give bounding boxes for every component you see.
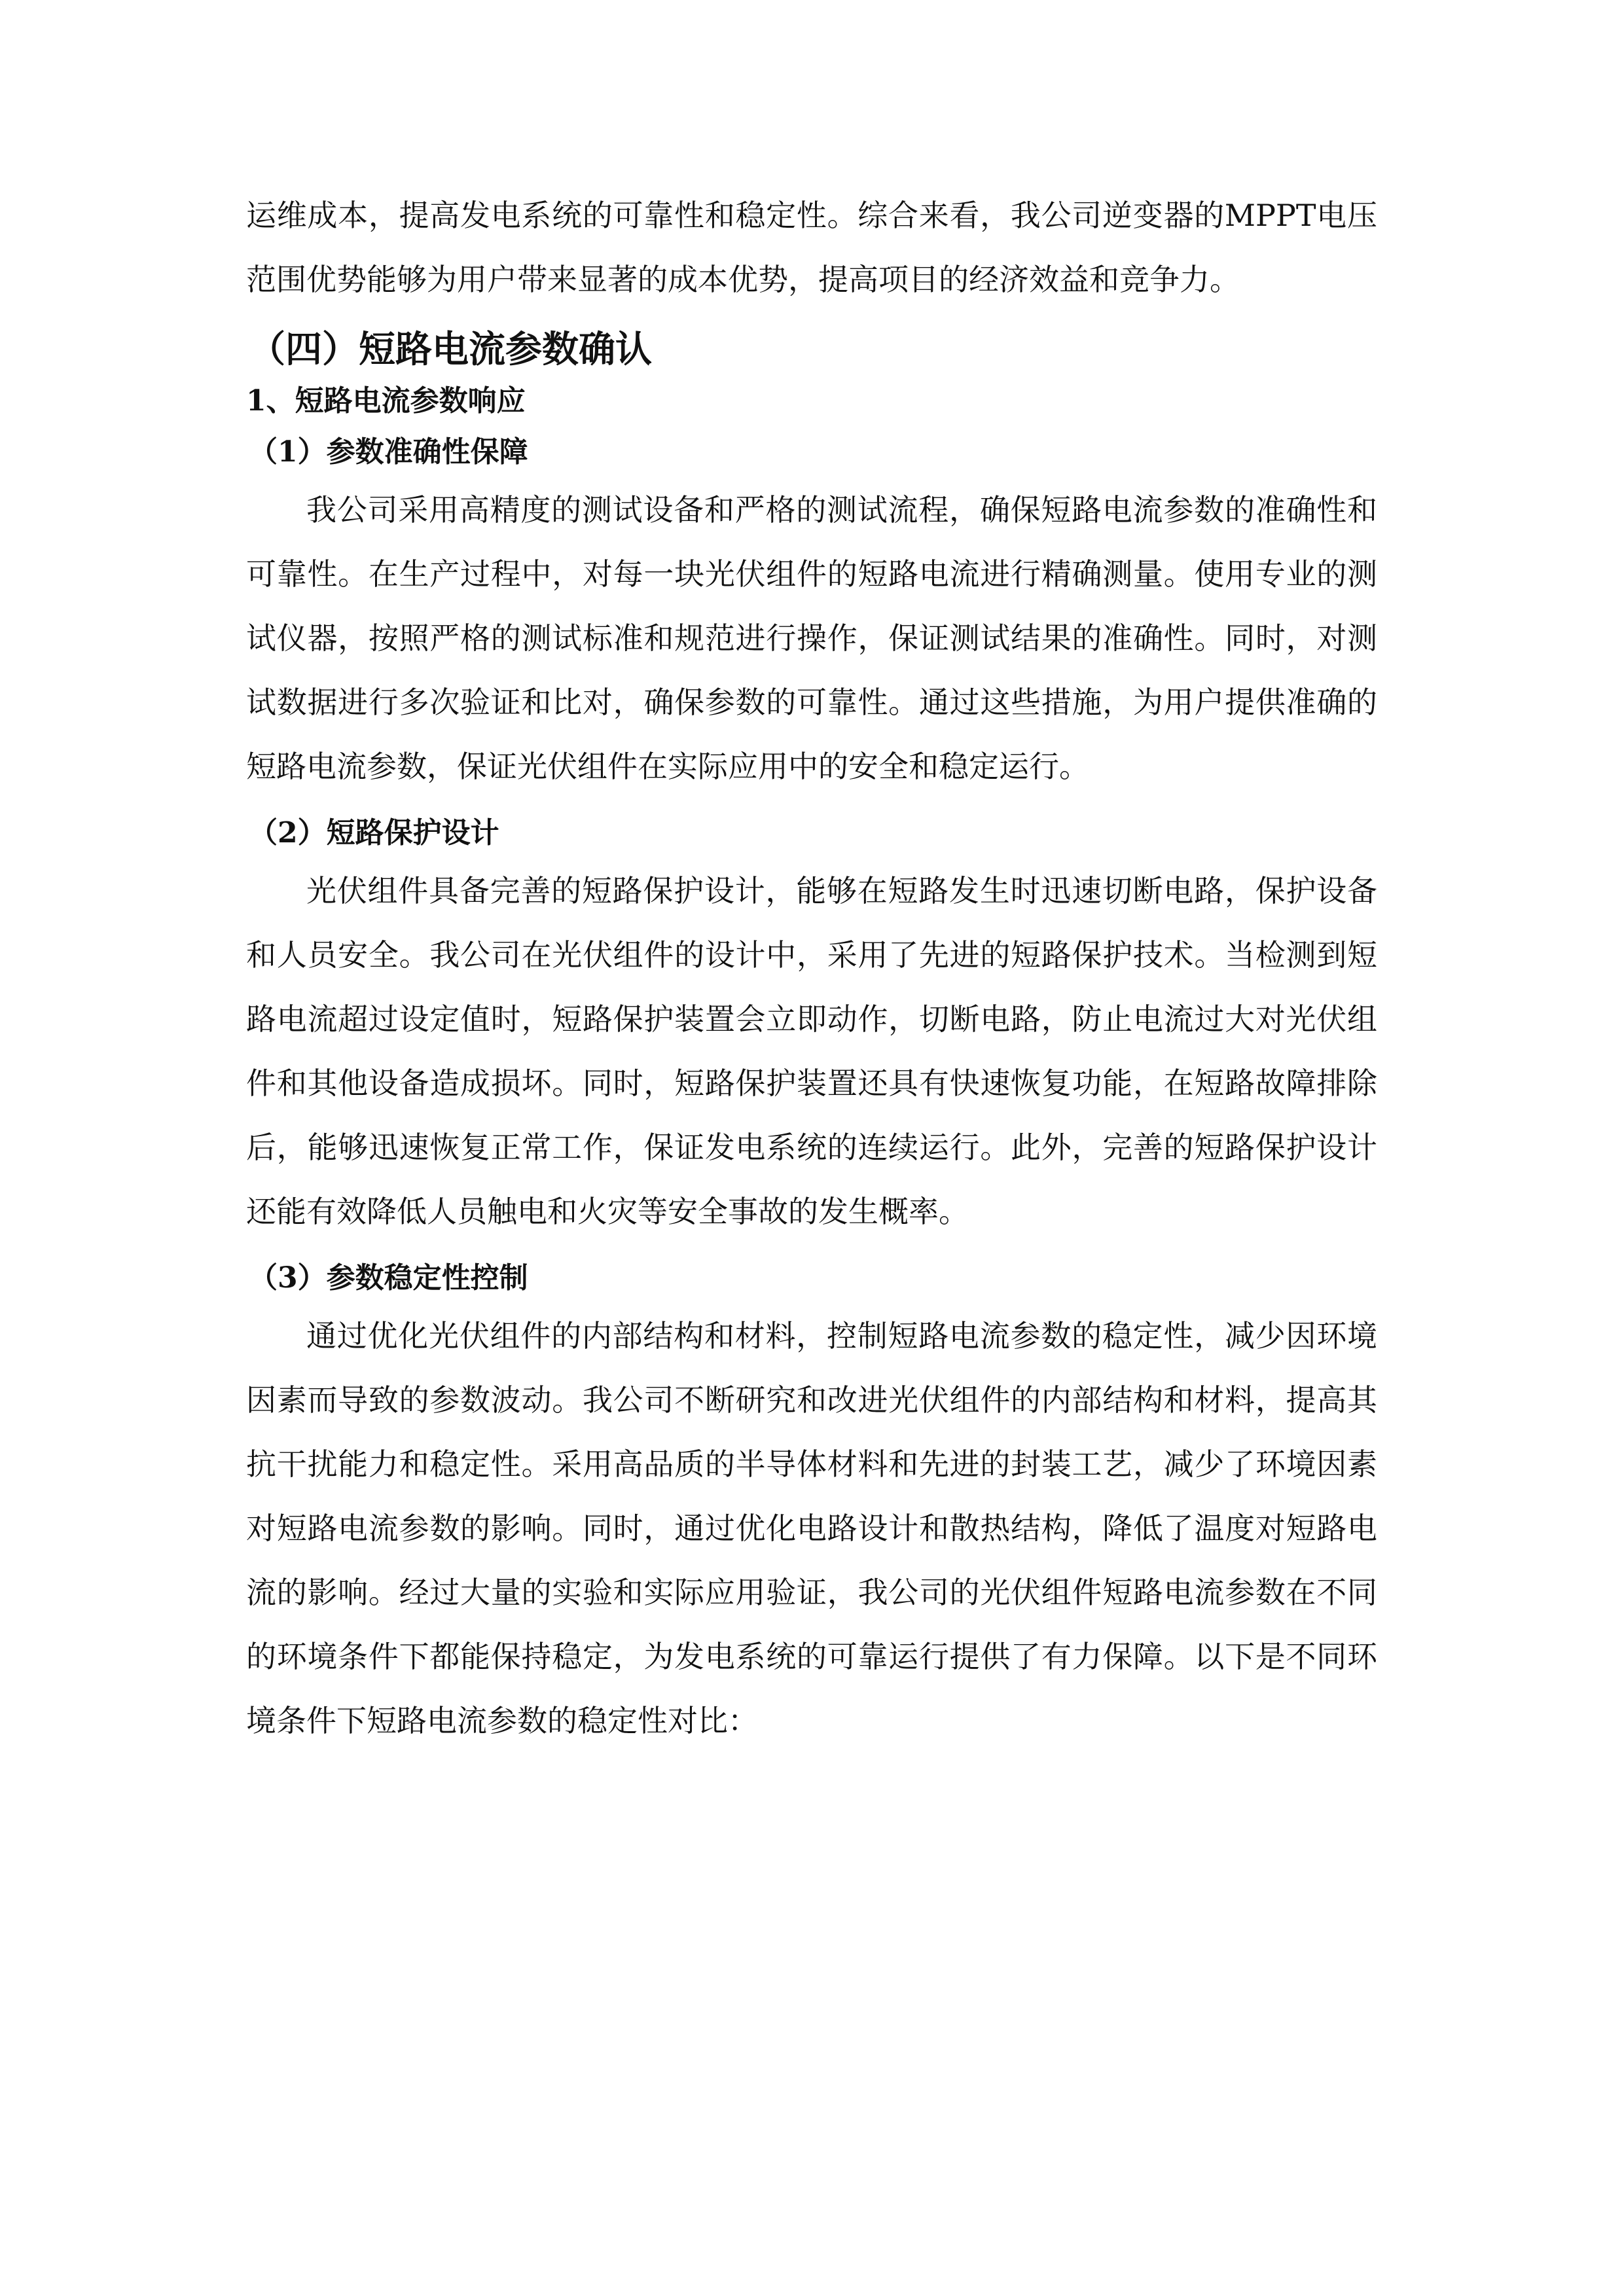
section-heading: （四）短路电流参数确认 (249, 328, 652, 371)
item-body-1: 我公司采用高精度的测试设备和严格的测试流程，确保短路电流参数的准确性和可靠性。在生产过程中，对每一块光伏组件的短路电流进行精确测量。使用专业的测试仪器，按照严格的测试标准和规范进行操作，保证测试结果的准确性。同时，对测试数据进行多次验证和比对，确保参数的可靠性。通过这些措施，为用户提供准确的短路电流参数，保证光伏组件在实际应用中的安全和稳定运行。 (246, 492, 1377, 784)
item-heading-1: （1）参数准确性保障 (249, 435, 528, 469)
item-body-3: 通过优化光伏组件的内部结构和材料，控制短路电流参数的稳定性，减少因环境因素而导致的参数波动。我公司不断研究和改进光伏组件的内部结构和材料，提高其抗干扰能力和稳定性。采用高品质的半导体材料和先进的封装工艺，减少了环境因素对短路电流参数的影响。同时，通过优化电路设计和散热结构，降低了温度对短路电流的影响。经过大量的实验和实际应用验证，我公司的光伏组件短路电流参数在不同的环境条件下都能保持稳定，为发电系统的可靠运行提供了有力保障。以下是不同环境条件下短路电流参数的稳定性对比： (246, 1318, 1377, 1738)
intro-paragraph: 运维成本，提高发电系统的可靠性和稳定性。综合来看，我公司逆变器的MPPT电压范围优势能够为用户带来显著的成本优势，提高项目的经济效益和竞争力。 (246, 198, 1377, 297)
subsection-heading: 1、短路电流参数响应 (246, 384, 526, 418)
item-body-2: 光伏组件具备完善的短路保护设计，能够在短路发生时迅速切断电路，保护设备和人员安全。我公司在光伏组件的设计中，采用了先进的短路保护技术。当检测到短路电流超过设定值时，短路保护装置会立即动作，切断电路，防止电流过大对光伏组件和其他设备造成损坏。同时，短路保护装置还具有快速恢复功能，在短路故障排除后，能够迅速恢复正常工作，保证发电系统的连续运行。此外，完善的短路保护设计还能有效降低人员触电和火灾等安全事故的发生概率。 (246, 873, 1377, 1229)
document-page (246, 183, 1377, 1753)
item-heading-3: （3）参数稳定性控制 (249, 1261, 528, 1295)
item-heading-2: （2）短路保护设计 (249, 816, 499, 850)
